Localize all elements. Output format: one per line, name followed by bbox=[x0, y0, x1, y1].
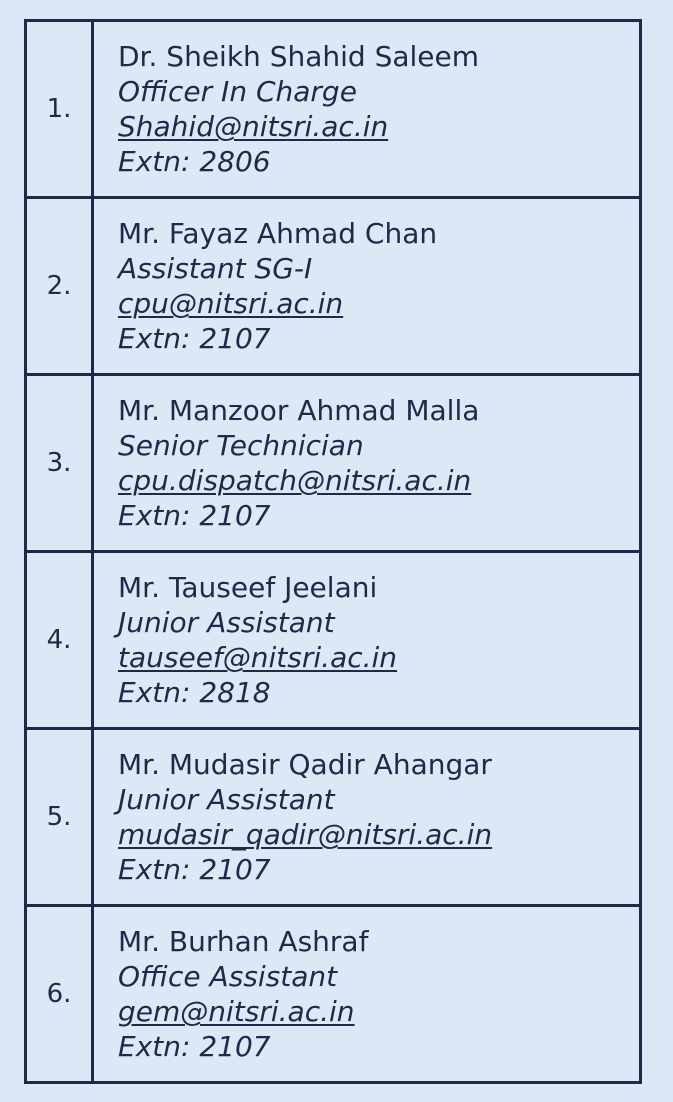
staff-info-cell bbox=[93, 198, 641, 375]
row-number: 2. bbox=[26, 198, 93, 375]
table-row bbox=[26, 198, 641, 375]
staff-extension: Extn: 2818 bbox=[118, 676, 271, 709]
staff-email-link[interactable]: Shahid@nitsri.ac.in bbox=[118, 110, 389, 143]
staff-extension: Extn: 2107 bbox=[118, 322, 271, 355]
row-number: 6. bbox=[26, 906, 93, 1083]
staff-name: Mr. Tauseef Jeelani bbox=[118, 571, 378, 604]
staff-designation: Junior Assistant bbox=[118, 783, 335, 816]
table-row bbox=[26, 375, 641, 552]
staff-name: Mr. Fayaz Ahmad Chan bbox=[118, 217, 438, 250]
staff-designation: Junior Assistant bbox=[118, 606, 335, 639]
staff-name: Mr. Manzoor Ahmad Malla bbox=[118, 394, 480, 427]
staff-designation: Officer In Charge bbox=[118, 75, 357, 108]
row-number: 3. bbox=[26, 375, 93, 552]
staff-email-link[interactable]: gem@nitsri.ac.in bbox=[118, 995, 355, 1028]
staff-designation: Senior Technician bbox=[118, 429, 364, 462]
staff-contact-table bbox=[24, 19, 642, 1084]
staff-extension: Extn: 2806 bbox=[118, 145, 271, 178]
table-row bbox=[26, 21, 641, 198]
staff-email-link[interactable]: cpu.dispatch@nitsri.ac.in bbox=[118, 464, 472, 497]
staff-name: Dr. Sheikh Shahid Saleem bbox=[118, 40, 480, 73]
staff-name: Mr. Burhan Ashraf bbox=[118, 925, 369, 958]
staff-extension: Extn: 2107 bbox=[118, 1030, 271, 1063]
row-number: 5. bbox=[26, 729, 93, 906]
staff-info-cell bbox=[93, 906, 641, 1083]
staff-name: Mr. Mudasir Qadir Ahangar bbox=[118, 748, 492, 781]
table-row bbox=[26, 729, 641, 906]
row-number: 1. bbox=[26, 21, 93, 198]
staff-info-cell bbox=[93, 729, 641, 906]
staff-extension: Extn: 2107 bbox=[118, 853, 271, 886]
staff-info-cell bbox=[93, 375, 641, 552]
staff-info-cell bbox=[93, 21, 641, 198]
row-number: 4. bbox=[26, 552, 93, 729]
staff-designation: Office Assistant bbox=[118, 960, 338, 993]
staff-email-link[interactable]: cpu@nitsri.ac.in bbox=[118, 287, 344, 320]
table-row bbox=[26, 552, 641, 729]
staff-info-cell bbox=[93, 552, 641, 729]
staff-email-link[interactable]: tauseef@nitsri.ac.in bbox=[118, 641, 398, 674]
staff-email-link[interactable]: mudasir_qadir@nitsri.ac.in bbox=[118, 818, 493, 851]
staff-extension: Extn: 2107 bbox=[118, 499, 271, 532]
staff-designation: Assistant SG-I bbox=[118, 252, 313, 285]
table-row bbox=[26, 906, 641, 1083]
